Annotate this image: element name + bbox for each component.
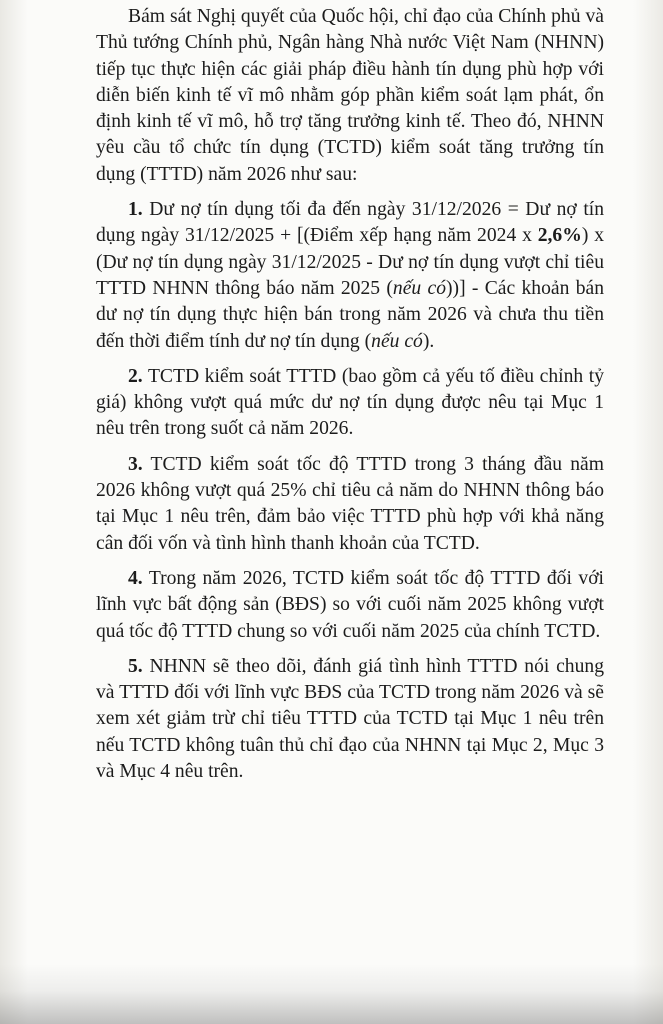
item-text: TCTD kiểm soát tốc độ TTTD trong 3 tháng đầu năm 2026 không vượt quá 25% chỉ tiêu cả năm do NHNN thông báo tại Mục 1 nêu trên, đảm bảo việc TTTD phù hợp với khả năng cân đối vốn và tình hình thanh khoản của TCTD. [96,453,604,554]
item-1-rate: 2,6% [537,225,582,247]
page-bottom-shadow [0,964,663,1024]
item-1-note-1: nếu có [392,277,447,299]
intro-paragraph: Bám sát Nghị quyết của Quốc hội, chỉ đạo của Chính phủ và Thủ tướng Chính phủ, Ngân hàng Nhà nước Việt Nam (NHNN) tiếp tục thực hiện các giải pháp điều hành tín dụng phù hợp với diễn biến kinh tế vĩ mô nhằm góp phần kiểm soát lạm phát, ổn định kinh tế vĩ mô, hỗ trợ tăng trưởng kinh tế. Theo đó, NHNN yêu cầu tổ chức tín dụng (TCTD) kiểm soát tăng trưởng tín dụng (TTTD) năm 2026 như sau: [96,6,604,185]
item-text: TCTD kiểm soát TTTD (bao gồm cả yếu tố điều chỉnh tỷ giá) không vượt quá mức dư nợ tín dụng được nêu tại Mục 1 nêu trên trong suốt cả năm 2026. [96,365,605,440]
list-item-4 [96,566,604,645]
page-edge-shade-left [0,0,28,1024]
item-1-note-2: nếu có [371,330,423,352]
document-body [96,4,604,785]
list-item-3 [96,452,604,557]
page-edge-shade-right [633,0,663,1024]
list-item-5 [96,654,604,785]
item-number: 4. [128,567,143,589]
item-number: 5. [128,655,143,677]
item-number: 1. [128,199,143,221]
item-1-text-part-3: ))] - Các khoản bán dư nợ tín dụng thực hiện bán trong năm 2026 và chưa thu tiền đến thời điểm tính dư nợ tín dụng ( [96,277,604,352]
item-1-text-part-1: Dư nợ tín dụng tối đa đến ngày 31/12/2026 = Dư nợ tín dụng ngày 31/12/2025 + [(Điểm xếp hạng năm 2024 x [96,199,604,247]
item-text: NHNN sẽ theo dõi, đánh giá tình hình TTTD nói chung và TTTD đối với lĩnh vực BĐS của TCTD trong năm 2026 và sẽ xem xét giảm trừ chỉ tiêu TTTD của TCTD tại Mục 1 nêu trên nếu TCTD không tuân thủ chỉ đạo của NHNN tại Mục 2, Mục 3 và Mục 4 nêu trên. [96,655,604,783]
item-1-text-part-4: ). [422,330,435,352]
list-item-2 [96,364,604,443]
item-text: Trong năm 2026, TCTD kiểm soát tốc độ TTTD đối với lĩnh vực bất động sản (BĐS) so với cuối năm 2025 không vượt quá tốc độ TTTD chung so với cuối năm 2025 của chính TCTD. [96,567,604,642]
item-number: 2. [128,365,143,387]
item-1-text-part-2: ) x (Dư nợ tín dụng ngày 31/12/2025 - Dư nợ tín dụng vượt chỉ tiêu TTTD NHNN thông báo năm 2025 ( [96,225,604,299]
list-item-1 [96,197,604,355]
item-number: 3. [128,453,143,475]
